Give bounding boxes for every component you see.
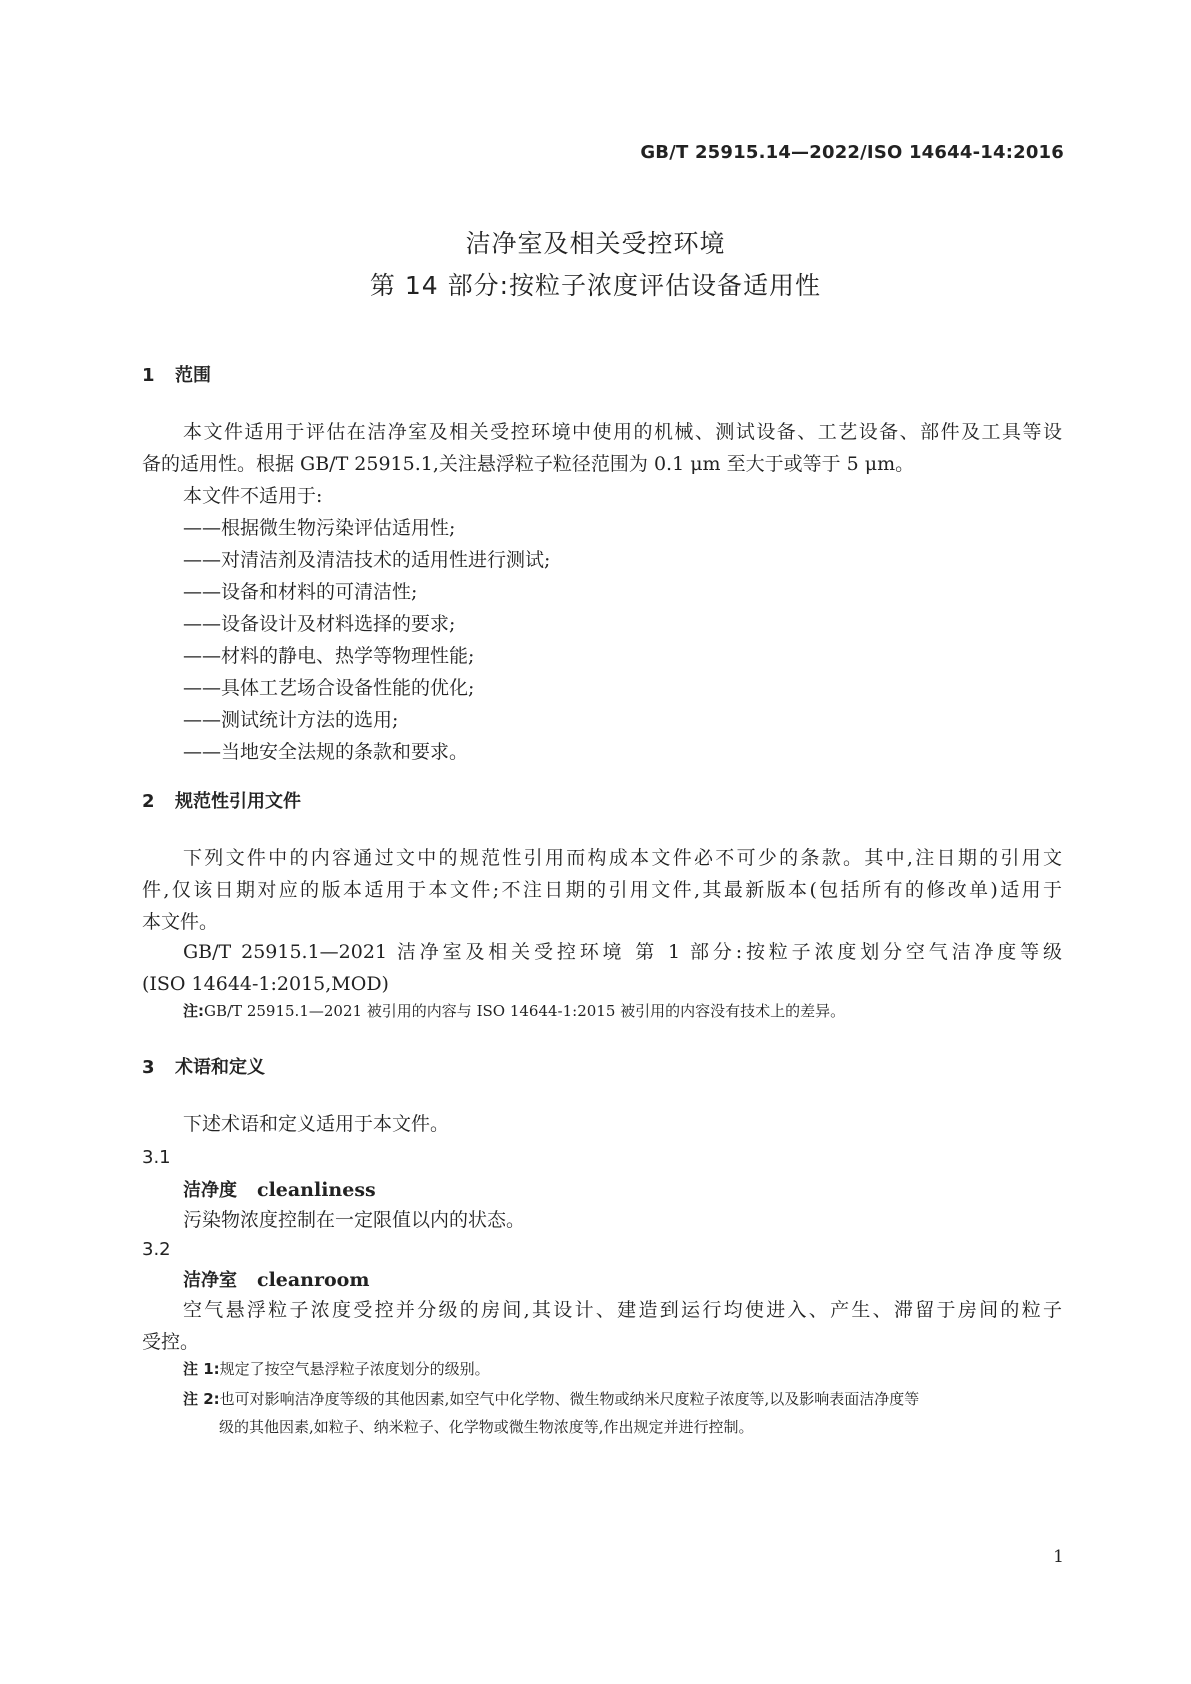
scope-paragraph-line-1: 本文件适用于评估在洁净室及相关受控环境中使用的机械、测试设备、工艺设备、部件及工具等设 bbox=[183, 421, 1062, 443]
note-label: 注: bbox=[183, 1002, 204, 1020]
term-number: 3.2 bbox=[142, 1239, 171, 1260]
term-english: cleanliness bbox=[257, 1179, 376, 1201]
normative-reference-line-1: GB/T 25915.1—2021 洁净室及相关受控环境 第 1 部分:按粒子浓度划分空气洁净度等级 bbox=[183, 941, 1062, 963]
exclusion-item: ——设备设计及材料选择的要求; bbox=[183, 613, 456, 635]
not-applicable-intro: 本文件不适用于: bbox=[183, 485, 323, 507]
standard-code-header: GB/T 25915.14—2022/ISO 14644-14:2016 bbox=[640, 142, 1064, 163]
exclusion-item: ——当地安全法规的条款和要求。 bbox=[183, 741, 469, 763]
section-title: 术语和定义 bbox=[175, 1057, 265, 1078]
normative-reference-line-2: (ISO 14644-1:2015,MOD) bbox=[142, 973, 389, 995]
term-number: 3.1 bbox=[142, 1147, 171, 1168]
section-number: 1 bbox=[142, 365, 155, 386]
note-text-line-2: 级的其他因素,如粒子、纳米粒子、化学物或微生物浓度等,作出规定并进行控制。 bbox=[219, 1417, 754, 1436]
note-text-line-1: 也可对影响洁净度等级的其他因素,如空气中化学物、微生物或纳米尺度粒子浓度等,以及影响表面洁净度等 bbox=[219, 1390, 920, 1408]
terms-intro: 下述术语和定义适用于本文件。 bbox=[183, 1113, 450, 1135]
section-number: 3 bbox=[142, 1057, 155, 1078]
term-definition-line-2: 受控。 bbox=[142, 1331, 200, 1353]
references-paragraph-line-1: 下列文件中的内容通过文中的规范性引用而构成本文件必不可少的条款。其中,注日期的引用文 bbox=[183, 847, 1062, 869]
exclusion-item: ——根据微生物污染评估适用性; bbox=[183, 517, 456, 539]
exclusion-item: ——设备和材料的可清洁性; bbox=[183, 581, 418, 603]
scope-paragraph-line-2: 备的适用性。根据 GB/T 25915.1,关注悬浮粒子粒径范围为 0.1 μm 至大于或等于 5 μm。 bbox=[142, 453, 915, 475]
references-paragraph-line-2: 件,仅该日期对应的版本适用于本文件;不注日期的引用文件,其最新版本(包括所有的修改单)适用于 bbox=[142, 879, 1062, 901]
term-entry bbox=[183, 1268, 369, 1293]
term-chinese: 洁净度 bbox=[183, 1180, 237, 1201]
exclusion-item: ——测试统计方法的选用; bbox=[183, 709, 399, 731]
term-definition-line-1: 空气悬浮粒子浓度受控并分级的房间,其设计、建造到运行均使进入、产生、滞留于房间的粒子 bbox=[183, 1299, 1062, 1321]
section-title: 范围 bbox=[175, 365, 211, 386]
term-note-2 bbox=[183, 1390, 1063, 1437]
exclusion-item: ——对清洁剂及清洁技术的适用性进行测试; bbox=[183, 549, 551, 571]
section-number: 2 bbox=[142, 791, 155, 812]
page-number: 1 bbox=[1053, 1547, 1064, 1567]
term-english: cleanroom bbox=[257, 1269, 370, 1291]
section-3-heading bbox=[142, 1056, 265, 1079]
term-chinese: 洁净室 bbox=[183, 1270, 237, 1291]
section-1-heading bbox=[142, 364, 211, 387]
exclusion-item: ——具体工艺场合设备性能的优化; bbox=[183, 677, 475, 699]
note-text: 规定了按空气悬浮粒子浓度划分的级别。 bbox=[219, 1360, 490, 1378]
reference-note bbox=[183, 1002, 845, 1022]
term-note-1 bbox=[183, 1360, 490, 1380]
references-paragraph-line-3: 本文件。 bbox=[142, 911, 219, 933]
note-text: GB/T 25915.1—2021 被引用的内容与 ISO 14644-1:2015 被引用的内容没有技术上的差异。 bbox=[204, 1002, 846, 1020]
exclusion-item: ——材料的静电、热学等物理性能; bbox=[183, 645, 475, 667]
note-label: 注 1: bbox=[183, 1360, 220, 1378]
section-title: 规范性引用文件 bbox=[175, 791, 301, 812]
term-entry bbox=[183, 1178, 376, 1203]
section-2-heading bbox=[142, 790, 301, 813]
note-label: 注 2: bbox=[183, 1390, 220, 1408]
title-line-2: 第 14 部分:按粒子浓度评估设备适用性 bbox=[369, 271, 822, 300]
term-definition: 污染物浓度控制在一定限值以内的状态。 bbox=[183, 1209, 526, 1231]
title-line-1: 洁净室及相关受控环境 bbox=[465, 229, 726, 258]
